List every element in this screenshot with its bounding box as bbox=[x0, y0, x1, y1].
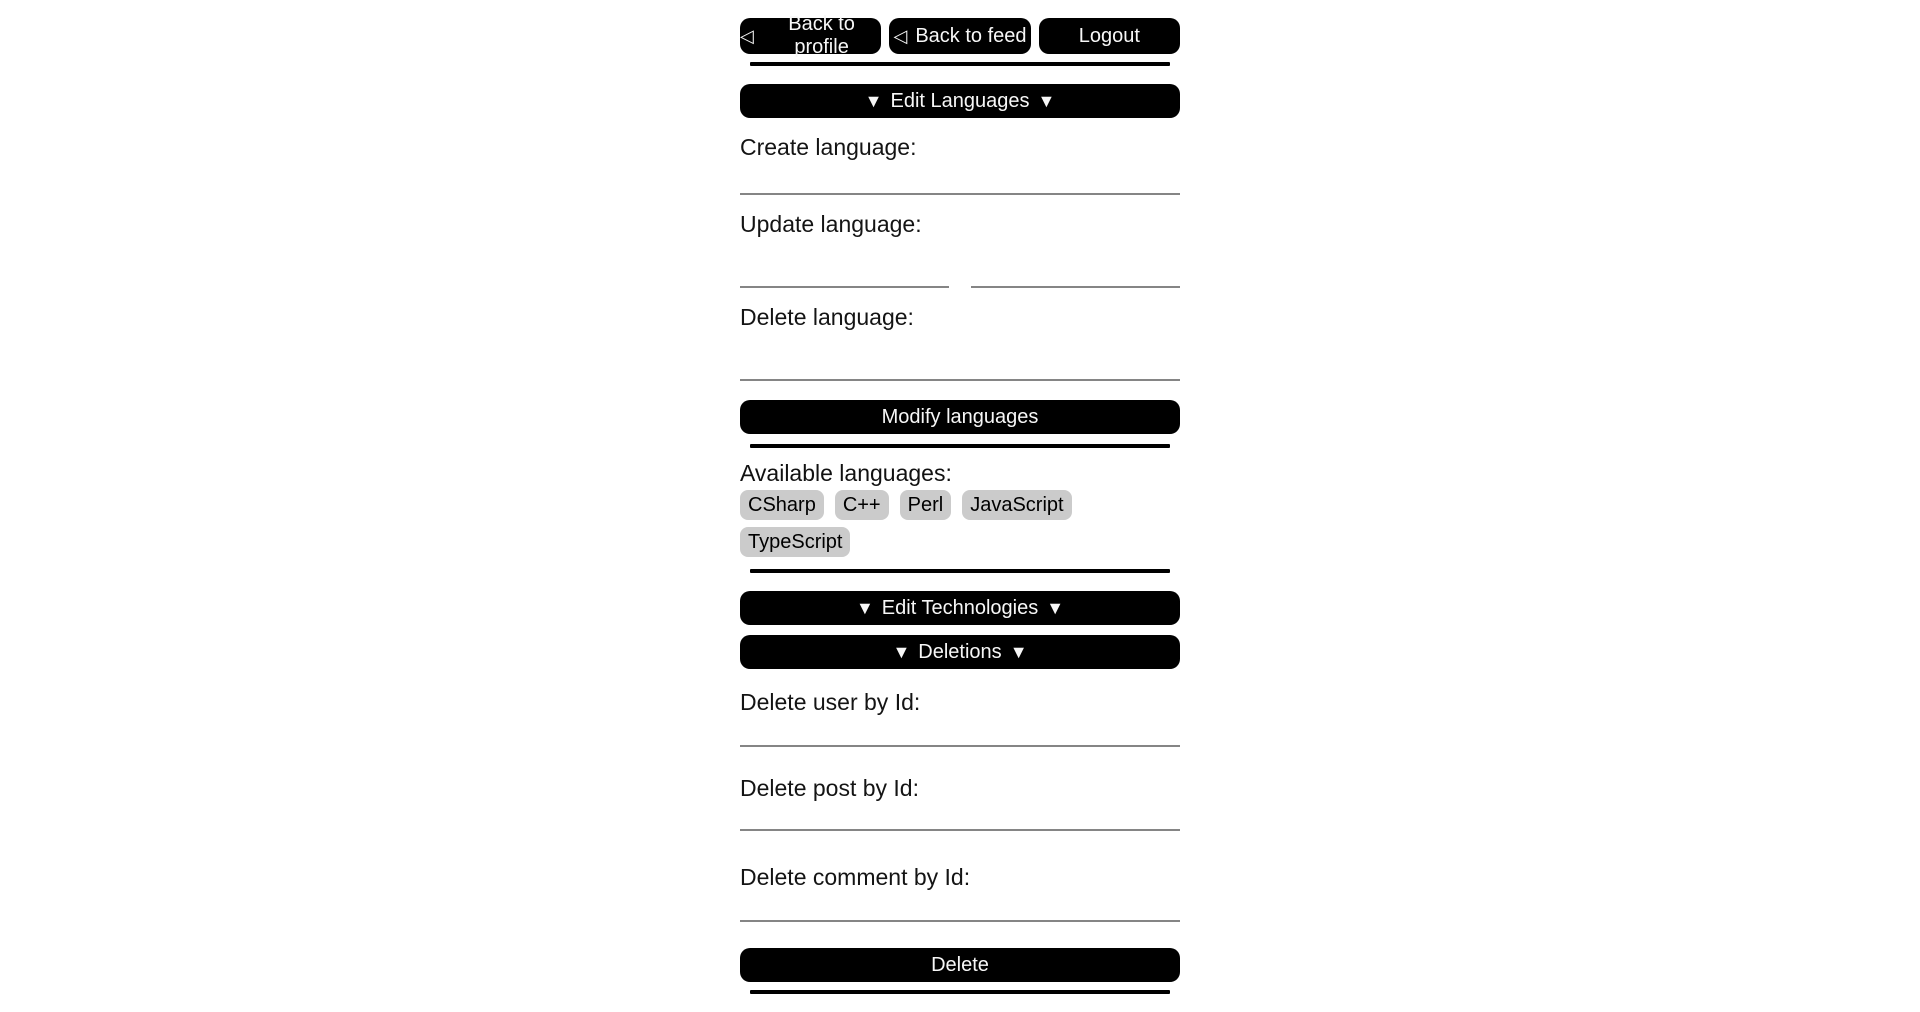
back-arrow-icon: ◁ bbox=[893, 25, 908, 46]
delete-comment-id-input[interactable] bbox=[740, 891, 1180, 922]
admin-panel bbox=[740, 0, 1180, 994]
toolbar bbox=[740, 13, 1180, 58]
update-language-label: Update language: bbox=[740, 211, 922, 237]
update-language-inputs bbox=[740, 238, 1180, 288]
chevron-down-icon: ▼ bbox=[1037, 90, 1056, 111]
create-language-label: Create language: bbox=[740, 134, 917, 160]
section-divider bbox=[750, 569, 1170, 573]
back-arrow-icon: ◁ bbox=[740, 25, 754, 46]
edit-technologies-toggle[interactable] bbox=[740, 591, 1180, 625]
delete-language-label: Delete language: bbox=[740, 304, 914, 330]
section-divider bbox=[750, 444, 1170, 448]
edit-languages-toggle-label: Edit Languages bbox=[890, 89, 1030, 112]
delete-user-field bbox=[740, 689, 1180, 747]
back-to-profile-button[interactable] bbox=[740, 13, 881, 58]
available-languages-heading: Available languages: bbox=[740, 460, 952, 486]
back-to-profile-label: Back to profile bbox=[788, 13, 855, 58]
chevron-down-icon: ▼ bbox=[1009, 641, 1028, 662]
chevron-down-icon: ▼ bbox=[855, 597, 874, 618]
modify-languages-button[interactable] bbox=[740, 400, 1180, 434]
update-language-field bbox=[740, 211, 1180, 288]
update-language-new-input[interactable] bbox=[971, 246, 1180, 288]
delete-comment-field bbox=[740, 864, 1180, 922]
section-divider bbox=[750, 62, 1170, 66]
deletions-toggle[interactable] bbox=[740, 635, 1180, 669]
delete-language-field bbox=[740, 304, 1180, 381]
back-to-feed-label: Back to feed bbox=[915, 24, 1027, 47]
create-language-input[interactable] bbox=[740, 161, 1180, 195]
available-languages-list bbox=[740, 490, 1180, 557]
language-chip: JavaScript bbox=[962, 490, 1071, 520]
edit-languages-toggle[interactable] bbox=[740, 84, 1180, 118]
chevron-down-icon: ▼ bbox=[1046, 597, 1065, 618]
delete-user-id-input[interactable] bbox=[740, 716, 1180, 747]
delete-post-id-input[interactable] bbox=[740, 802, 1180, 831]
delete-post-label: Delete post by Id: bbox=[740, 775, 919, 801]
language-chip: CSharp bbox=[740, 490, 824, 520]
delete-language-input[interactable] bbox=[740, 337, 1180, 381]
back-to-feed-button[interactable] bbox=[889, 18, 1030, 54]
delete-button-label: Delete bbox=[931, 953, 989, 976]
update-language-old-input[interactable] bbox=[740, 246, 949, 288]
language-chip: TypeScript bbox=[740, 527, 850, 557]
deletions-toggle-label: Deletions bbox=[918, 640, 1002, 663]
edit-technologies-toggle-label: Edit Technologies bbox=[881, 596, 1039, 619]
chevron-down-icon: ▼ bbox=[864, 90, 883, 111]
language-chip: Perl bbox=[900, 490, 952, 520]
logout-label: Logout bbox=[1078, 24, 1140, 47]
chevron-down-icon: ▼ bbox=[892, 641, 911, 662]
section-divider bbox=[750, 990, 1170, 994]
logout-button[interactable] bbox=[1039, 18, 1180, 54]
delete-comment-label: Delete comment by Id: bbox=[740, 864, 971, 890]
language-chip: C++ bbox=[835, 490, 889, 520]
delete-button[interactable] bbox=[740, 948, 1180, 982]
delete-user-label: Delete user by Id: bbox=[740, 689, 921, 715]
create-language-field bbox=[740, 134, 1180, 195]
delete-post-field bbox=[740, 775, 1180, 831]
modify-languages-label: Modify languages bbox=[881, 405, 1039, 428]
